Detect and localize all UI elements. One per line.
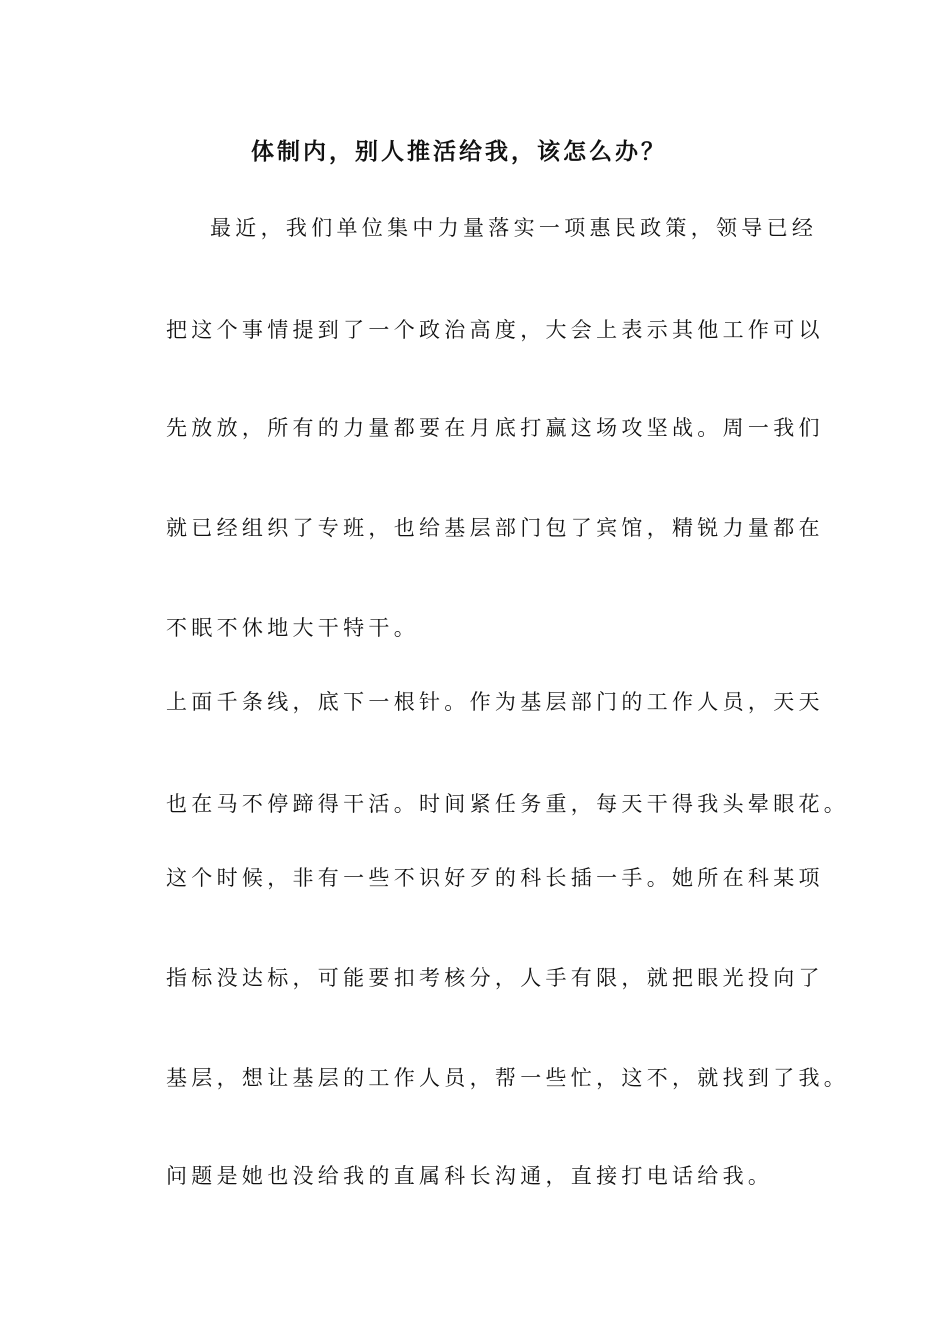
paragraph-line: 最近，我们单位集中力量落实一项惠民政策，领导已经 — [210, 216, 818, 240]
paragraph-line: 就已经组织了专班，也给基层部门包了宾馆，精锐力量都在 — [166, 516, 824, 540]
paragraph-line: 先放放，所有的力量都要在月底打赢这场攻坚战。周一我们 — [166, 416, 824, 440]
paragraph-line: 也在马不停蹄得干活。时间紧任务重，每天干得我头晕眼花。 — [166, 792, 850, 816]
paragraph-line: 指标没达标，可能要扣考核分，人手有限，就把眼光投向了 — [166, 966, 824, 990]
paragraph-line: 上面千条线，底下一根针。作为基层部门的工作人员，天天 — [166, 690, 824, 714]
paragraph-line: 把这个事情提到了一个政治高度，大会上表示其他工作可以 — [166, 318, 824, 342]
paragraph-line: 问题是她也没给我的直属科长沟通，直接打电话给我。 — [166, 1164, 774, 1188]
paragraph-line: 基层，想让基层的工作人员，帮一些忙，这不，就找到了我。 — [166, 1066, 850, 1090]
paragraph-line: 不眠不休地大干特干。 — [166, 616, 419, 640]
document-title: 体制内，别人推活给我，该怎么办？ — [251, 138, 667, 165]
paragraph-line: 这个时候，非有一些不识好歹的科长插一手。她所在科某项 — [166, 866, 824, 890]
